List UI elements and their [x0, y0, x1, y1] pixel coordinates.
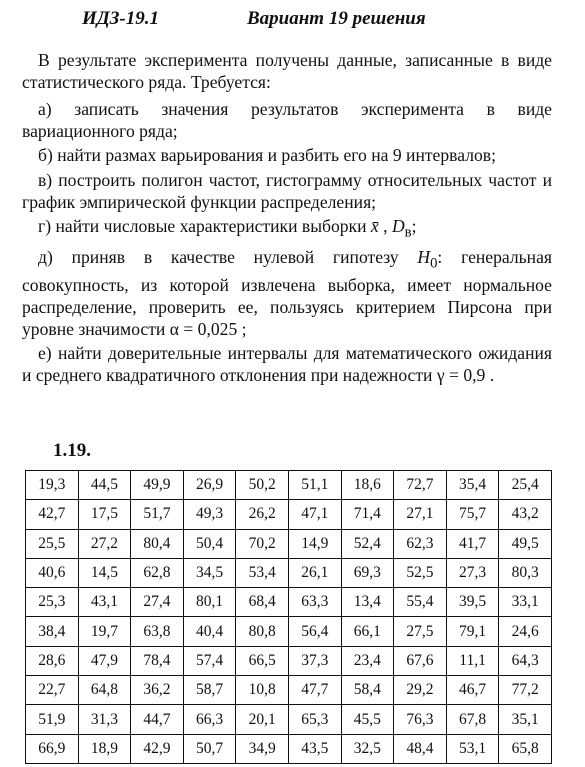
table-cell: 47,1 — [288, 500, 341, 529]
table-cell: 53,4 — [236, 558, 289, 587]
table-cell: 71,4 — [341, 500, 394, 529]
table-cell: 47,7 — [288, 676, 341, 705]
table-cell: 41,7 — [446, 529, 499, 558]
table-cell: 34,5 — [183, 558, 236, 587]
table-cell: 14,9 — [288, 529, 341, 558]
table-cell: 80,8 — [236, 617, 289, 646]
table-cell: 50,4 — [183, 529, 236, 558]
separator: , — [378, 216, 392, 237]
table-cell: 52,5 — [394, 558, 447, 587]
table-row — [26, 676, 552, 705]
table-cell: 51,7 — [131, 500, 184, 529]
table-cell: 40,4 — [183, 617, 236, 646]
table-cell: 62,8 — [131, 558, 184, 587]
table-cell: 28,6 — [26, 646, 79, 675]
table-cell: 25,4 — [499, 471, 552, 500]
table-cell: 66,9 — [26, 734, 79, 763]
task-item-v: в) построить полигон частот, гистограмму относительных частот и график эмпирической функции распределения; — [22, 169, 552, 212]
table-cell: 11,1 — [446, 646, 499, 675]
table-cell: 27,4 — [131, 588, 184, 617]
table-cell: 18,6 — [341, 471, 394, 500]
table-cell: 51,1 — [288, 471, 341, 500]
table-cell: 14,5 — [78, 558, 131, 587]
table-row — [26, 500, 552, 529]
table-cell: 25,3 — [26, 588, 79, 617]
data-table — [25, 470, 552, 764]
table-cell: 80,1 — [183, 588, 236, 617]
table-cell: 47,9 — [78, 646, 131, 675]
task-item-g-text: г) найти числовые характеристики выборки — [38, 216, 371, 237]
table-cell: 50,2 — [236, 471, 289, 500]
table-cell: 63,8 — [131, 617, 184, 646]
task-item-d-text: д) приняв в качестве нулевой гипотезу — [38, 247, 418, 268]
table-cell: 35,1 — [499, 705, 552, 734]
table-cell: 48,4 — [394, 734, 447, 763]
table-cell: 45,5 — [341, 705, 394, 734]
table-cell: 67,8 — [446, 705, 499, 734]
table-cell: 36,2 — [131, 676, 184, 705]
table-cell: 68,4 — [236, 588, 289, 617]
table-cell: 65,8 — [499, 734, 552, 763]
table-cell: 43,1 — [78, 588, 131, 617]
table-cell: 49,9 — [131, 471, 184, 500]
table-cell: 65,3 — [288, 705, 341, 734]
table-cell: 40,6 — [26, 558, 79, 587]
problem-number: 1.19. — [53, 440, 91, 461]
table-row — [26, 558, 552, 587]
table-cell: 26,1 — [288, 558, 341, 587]
table-cell: 46,7 — [446, 676, 499, 705]
table-cell: 37,3 — [288, 646, 341, 675]
table-cell: 44,5 — [78, 471, 131, 500]
table-cell: 42,9 — [131, 734, 184, 763]
task-text — [22, 50, 552, 389]
table-cell: 66,1 — [341, 617, 394, 646]
table-cell: 49,5 — [499, 529, 552, 558]
assignment-code: ИДЗ-19.1 — [82, 8, 160, 29]
table-cell: 43,5 — [288, 734, 341, 763]
table-cell: 25,5 — [26, 529, 79, 558]
table-row — [26, 588, 552, 617]
table-cell: 19,7 — [78, 617, 131, 646]
table-cell: 62,3 — [394, 529, 447, 558]
table-cell: 49,3 — [183, 500, 236, 529]
table-cell: 76,3 — [394, 705, 447, 734]
table-cell: 32,5 — [341, 734, 394, 763]
table-cell: 10,8 — [236, 676, 289, 705]
table-cell: 77,2 — [499, 676, 552, 705]
table-cell: 44,7 — [131, 705, 184, 734]
table-cell: 67,6 — [394, 646, 447, 675]
table-cell: 69,3 — [341, 558, 394, 587]
hypothesis-symbol: H — [417, 247, 431, 268]
table-cell: 75,7 — [446, 500, 499, 529]
table-row — [26, 705, 552, 734]
task-item-a: а) записать значения результатов эксперимента в виде вариационного ряда; — [22, 99, 552, 141]
table-cell: 26,9 — [183, 471, 236, 500]
table-cell: 27,1 — [394, 500, 447, 529]
table-cell: 66,3 — [183, 705, 236, 734]
table-cell: 58,4 — [341, 676, 394, 705]
table-cell: 72,7 — [394, 471, 447, 500]
table-cell: 39,5 — [446, 588, 499, 617]
table-cell: 56,4 — [288, 617, 341, 646]
table-row — [26, 646, 552, 675]
variance-subscript: в — [404, 224, 412, 241]
table-cell: 57,4 — [183, 646, 236, 675]
variant-title: Вариант 19 решения — [247, 8, 426, 29]
table-cell: 31,3 — [78, 705, 131, 734]
table-row — [26, 734, 552, 763]
table-cell: 51,9 — [26, 705, 79, 734]
hypothesis-subscript: 0 — [430, 255, 438, 272]
table-cell: 26,2 — [236, 500, 289, 529]
table-cell: 38,4 — [26, 617, 79, 646]
task-intro: В результате эксперимента получены данные, записанные в виде статистического ряда. Требуется: — [22, 50, 552, 92]
table-cell: 63,3 — [288, 588, 341, 617]
table-cell: 80,3 — [499, 558, 552, 587]
table-cell: 64,3 — [499, 646, 552, 675]
table-cell: 79,1 — [446, 617, 499, 646]
data-table-body — [26, 471, 552, 764]
table-cell: 22,7 — [26, 676, 79, 705]
table-row — [26, 529, 552, 558]
table-cell: 27,5 — [394, 617, 447, 646]
table-cell: 35,4 — [446, 471, 499, 500]
table-cell: 17,5 — [78, 500, 131, 529]
table-cell: 19,3 — [26, 471, 79, 500]
table-row — [26, 617, 552, 646]
task-item-d — [22, 247, 552, 340]
table-cell: 13,4 — [341, 588, 394, 617]
table-cell: 80,4 — [131, 529, 184, 558]
table-cell: 50,7 — [183, 734, 236, 763]
task-item-g — [22, 216, 552, 244]
table-cell: 20,1 — [236, 705, 289, 734]
table-cell: 33,1 — [499, 588, 552, 617]
table-cell: 78,4 — [131, 646, 184, 675]
table-cell: 43,2 — [499, 500, 552, 529]
table-cell: 42,7 — [26, 500, 79, 529]
table-cell: 23,4 — [341, 646, 394, 675]
task-item-b: б) найти размах варьирования и разбить его на 9 интервалов; — [38, 145, 496, 166]
table-cell: 66,5 — [236, 646, 289, 675]
item-g-end: ; — [411, 216, 417, 237]
table-cell: 29,2 — [394, 676, 447, 705]
table-cell: 34,9 — [236, 734, 289, 763]
task-item-e: е) найти доверительные интервалы для математического ожидания и среднего квадратичного отклонения при надежности γ = 0,9 . — [22, 343, 552, 385]
table-cell: 70,2 — [236, 529, 289, 558]
table-cell: 27,3 — [446, 558, 499, 587]
table-cell: 58,7 — [183, 676, 236, 705]
table-cell: 27,2 — [78, 529, 131, 558]
table-cell: 53,1 — [446, 734, 499, 763]
table-row — [26, 471, 552, 500]
task-item-d-rest: : генеральная совокупность, из которой извлечена выборка, имеет нормальное распределение, проверить ее, пользуясь критерием Пирсона при уровне значимости α = 0,025 ; — [22, 247, 552, 339]
page-header — [82, 8, 502, 36]
table-cell: 52,4 — [341, 529, 394, 558]
table-cell: 24,6 — [499, 617, 552, 646]
sample-mean-symbol: x̄ — [370, 216, 379, 237]
table-cell: 64,8 — [78, 676, 131, 705]
table-cell: 55,4 — [394, 588, 447, 617]
sample-variance-symbol: D — [391, 216, 405, 237]
table-cell: 18,9 — [78, 734, 131, 763]
